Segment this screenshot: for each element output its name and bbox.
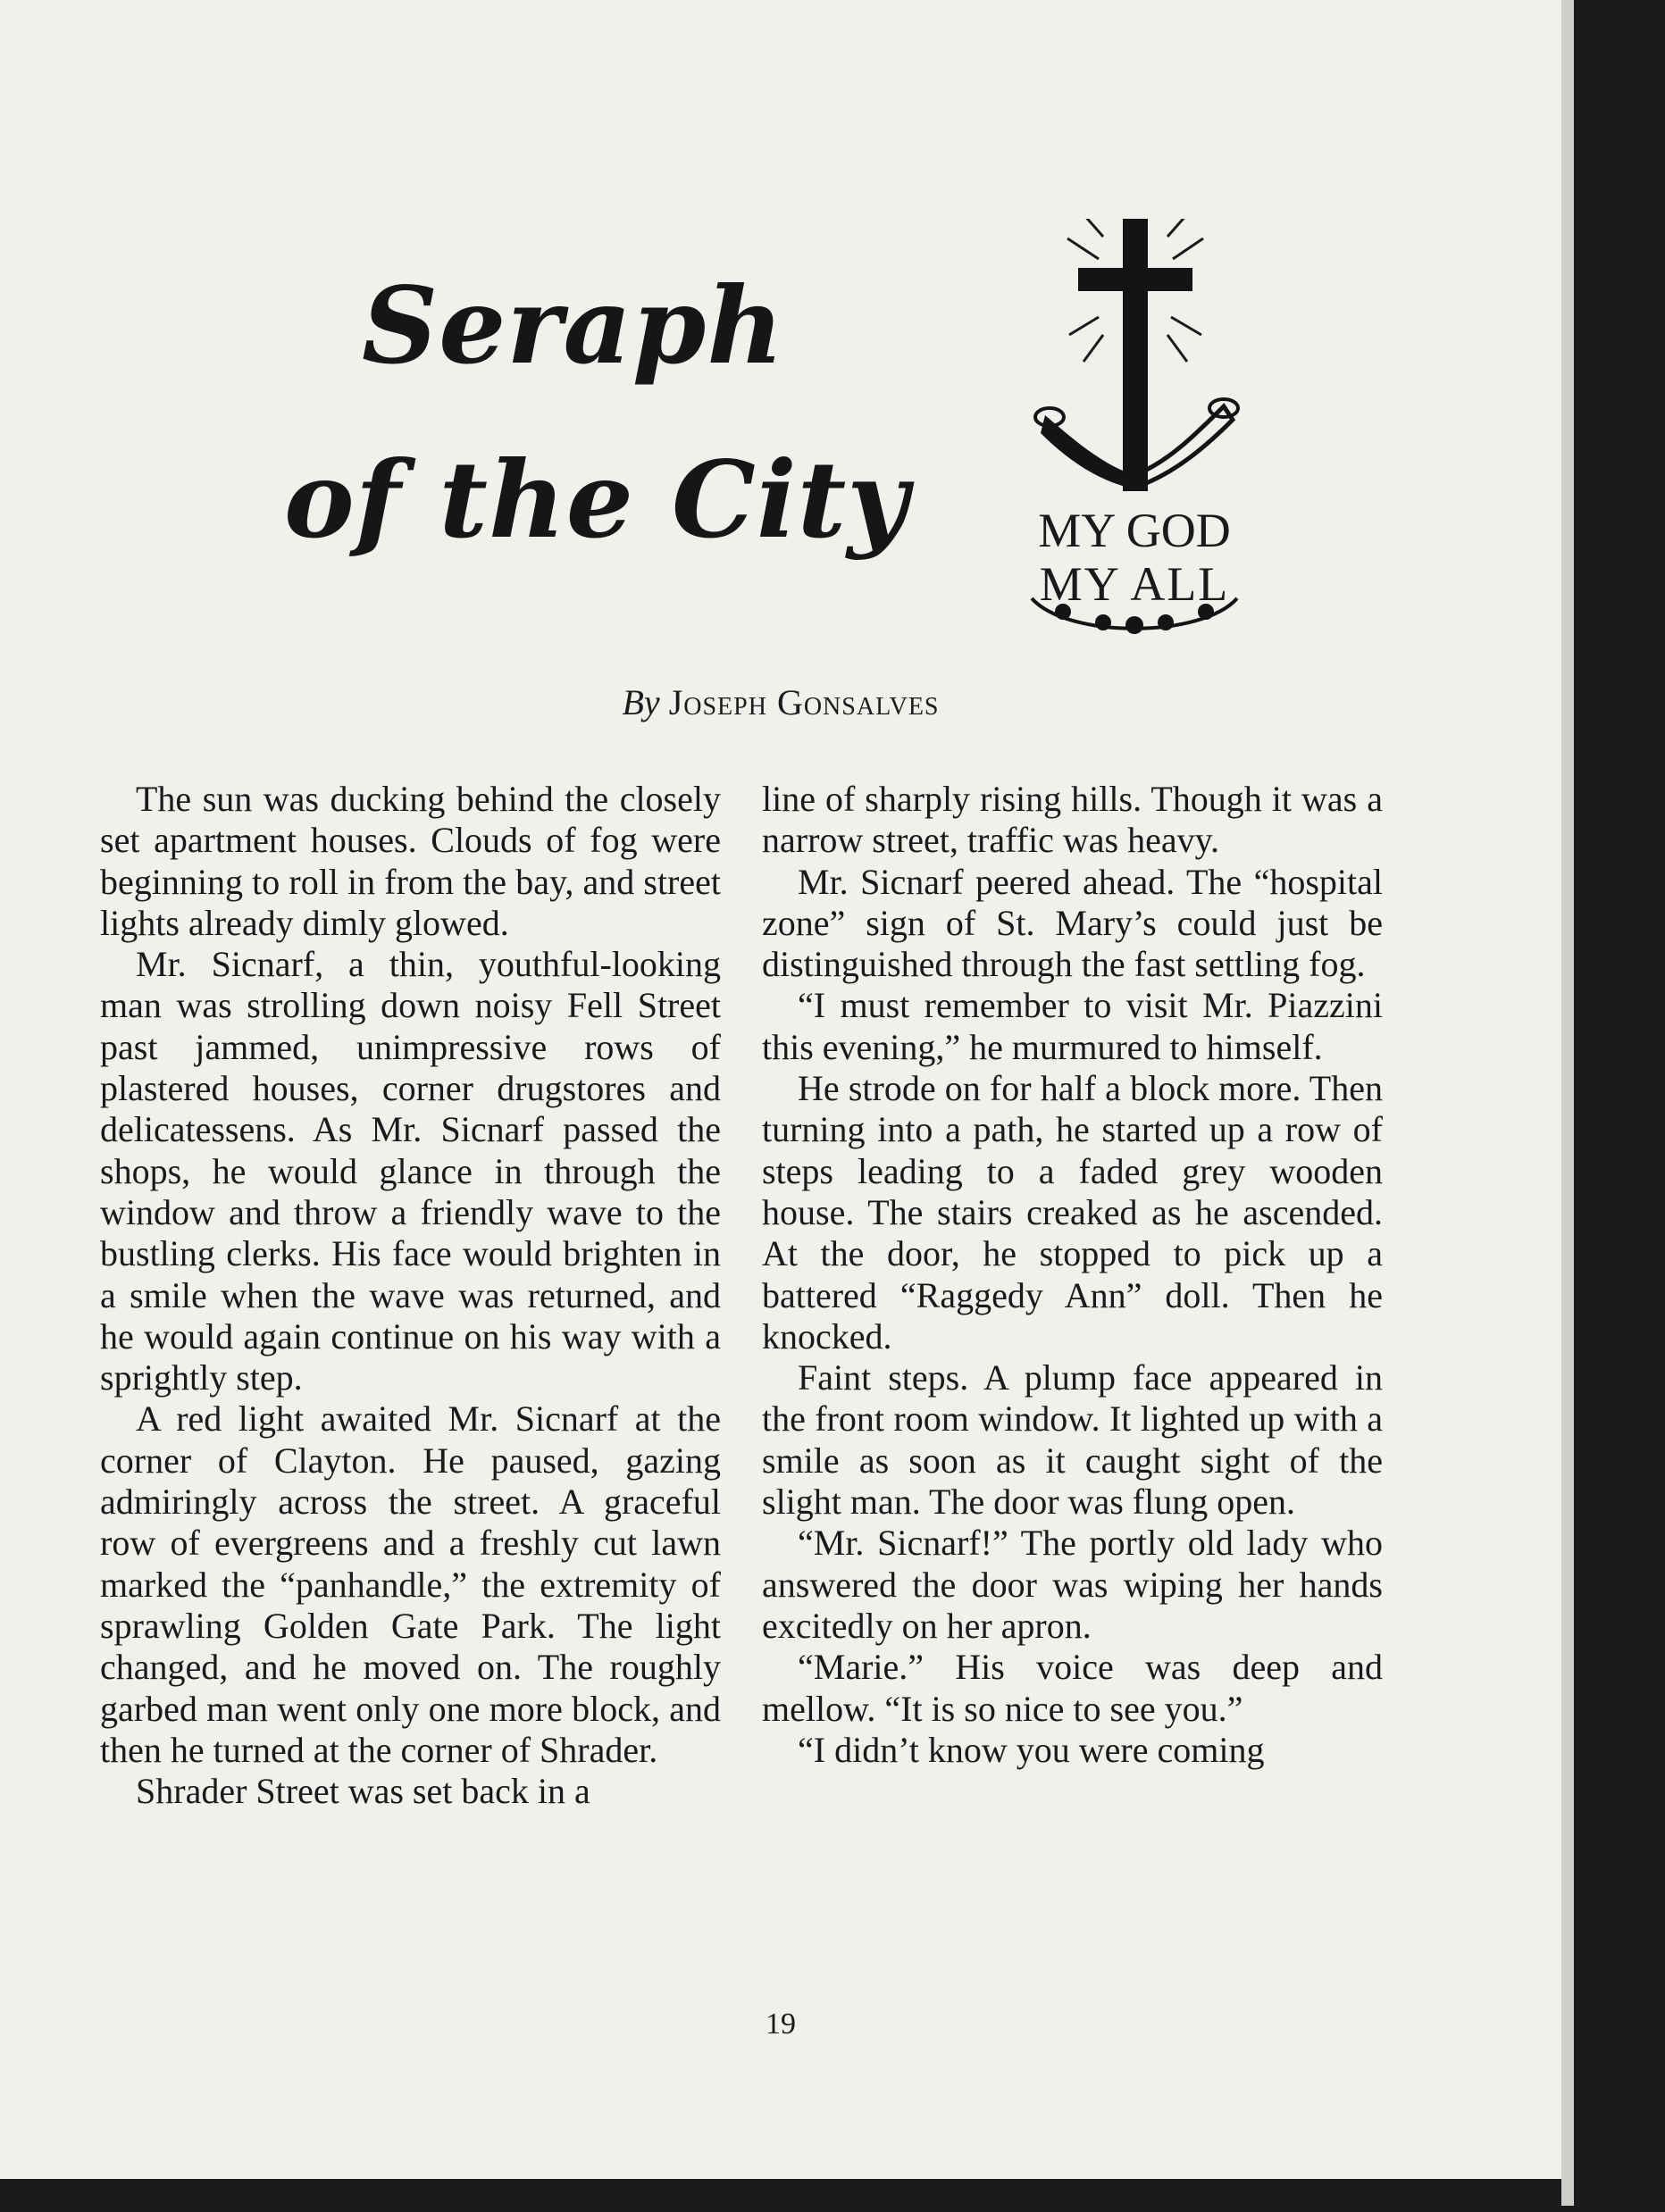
paragraph: The sun was ducking behind the closely set apartment houses. Clouds of fog were beginning to roll in from the bay, and street lights already dimly glowed. <box>100 779 721 943</box>
paragraph: He strode on for half a block more. Then turning into a path, he started up a row of steps leading to a faded grey wooden house. The stairs creaked as he ascended. At the door, he stopped to pick up a battered “Raggedy Ann” doll. Then he knocked. <box>762 1068 1383 1356</box>
paragraph: “I must remember to visit Mr. Piazzini this evening,” he murmured to himself. <box>762 985 1383 1067</box>
paragraph: Mr. Sicnarf, a thin, youthful-looking man was strolling down noisy Fell Street past jammed, unimpressive rows of plastered houses, corner drugstores and delicatessens. As Mr. Sicnarf passed the shops, he would glance in through the window and throw a friendly wave to the bustling clerks. His face would brighten in a smile when the wave was returned, and he would again continue on his way with a sprightly step. <box>100 944 721 1398</box>
paragraph: A red light awaited Mr. Sicnarf at the corner of Clayton. He paused, gazing admiringly across the street. A graceful row of evergreens and a freshly cut lawn marked the “panhandle,” the extremity of sprawling Golden Gate Park. The light changed, and he moved on. The roughly garbed man went only one more block, and then he turned at the corner of Shrader. <box>100 1398 721 1770</box>
byline <box>0 681 1561 723</box>
left-text-column <box>100 779 721 1812</box>
emblem-text-line-2: MY ALL <box>1039 557 1230 611</box>
title-line-1: Seraph <box>362 263 785 388</box>
title-line-2: of the City <box>284 438 909 562</box>
byline-prefix: By <box>622 682 660 722</box>
paragraph: “Marie.” His voice was deep and mellow. “It is so nice to see you.” <box>762 1647 1383 1729</box>
paragraph: “I didn’t know you were coming <box>798 1729 1265 1770</box>
my-god-my-all-emblem <box>1014 219 1255 647</box>
emblem-text-line-1: MY GOD <box>1038 504 1231 557</box>
right-text-column <box>762 779 1383 1771</box>
page-number: 19 <box>766 2007 796 2041</box>
page-edge <box>1561 0 1574 2206</box>
author-name: Joseph Gonsalves <box>668 682 940 722</box>
paragraph: Mr. Sicnarf peered ahead. The “hospital zone” sign of St. Mary’s could just be distinguished through the fast settling fog. <box>762 861 1383 985</box>
paragraph: Faint steps. A plump face appeared in the front room window. It lighted up with a smile as soon as it caught sight of the slight man. The door was flung open. <box>762 1357 1383 1523</box>
paragraph-continuation: line of sharply rising hills. Though it was a narrow street, traffic was heavy. <box>762 779 1383 861</box>
paragraph: “Mr. Sicnarf!” The portly old lady who answered the door was wiping her hands excitedly on her apron. <box>762 1523 1383 1646</box>
paragraph: Shrader Street was set back in a <box>136 1771 590 1812</box>
